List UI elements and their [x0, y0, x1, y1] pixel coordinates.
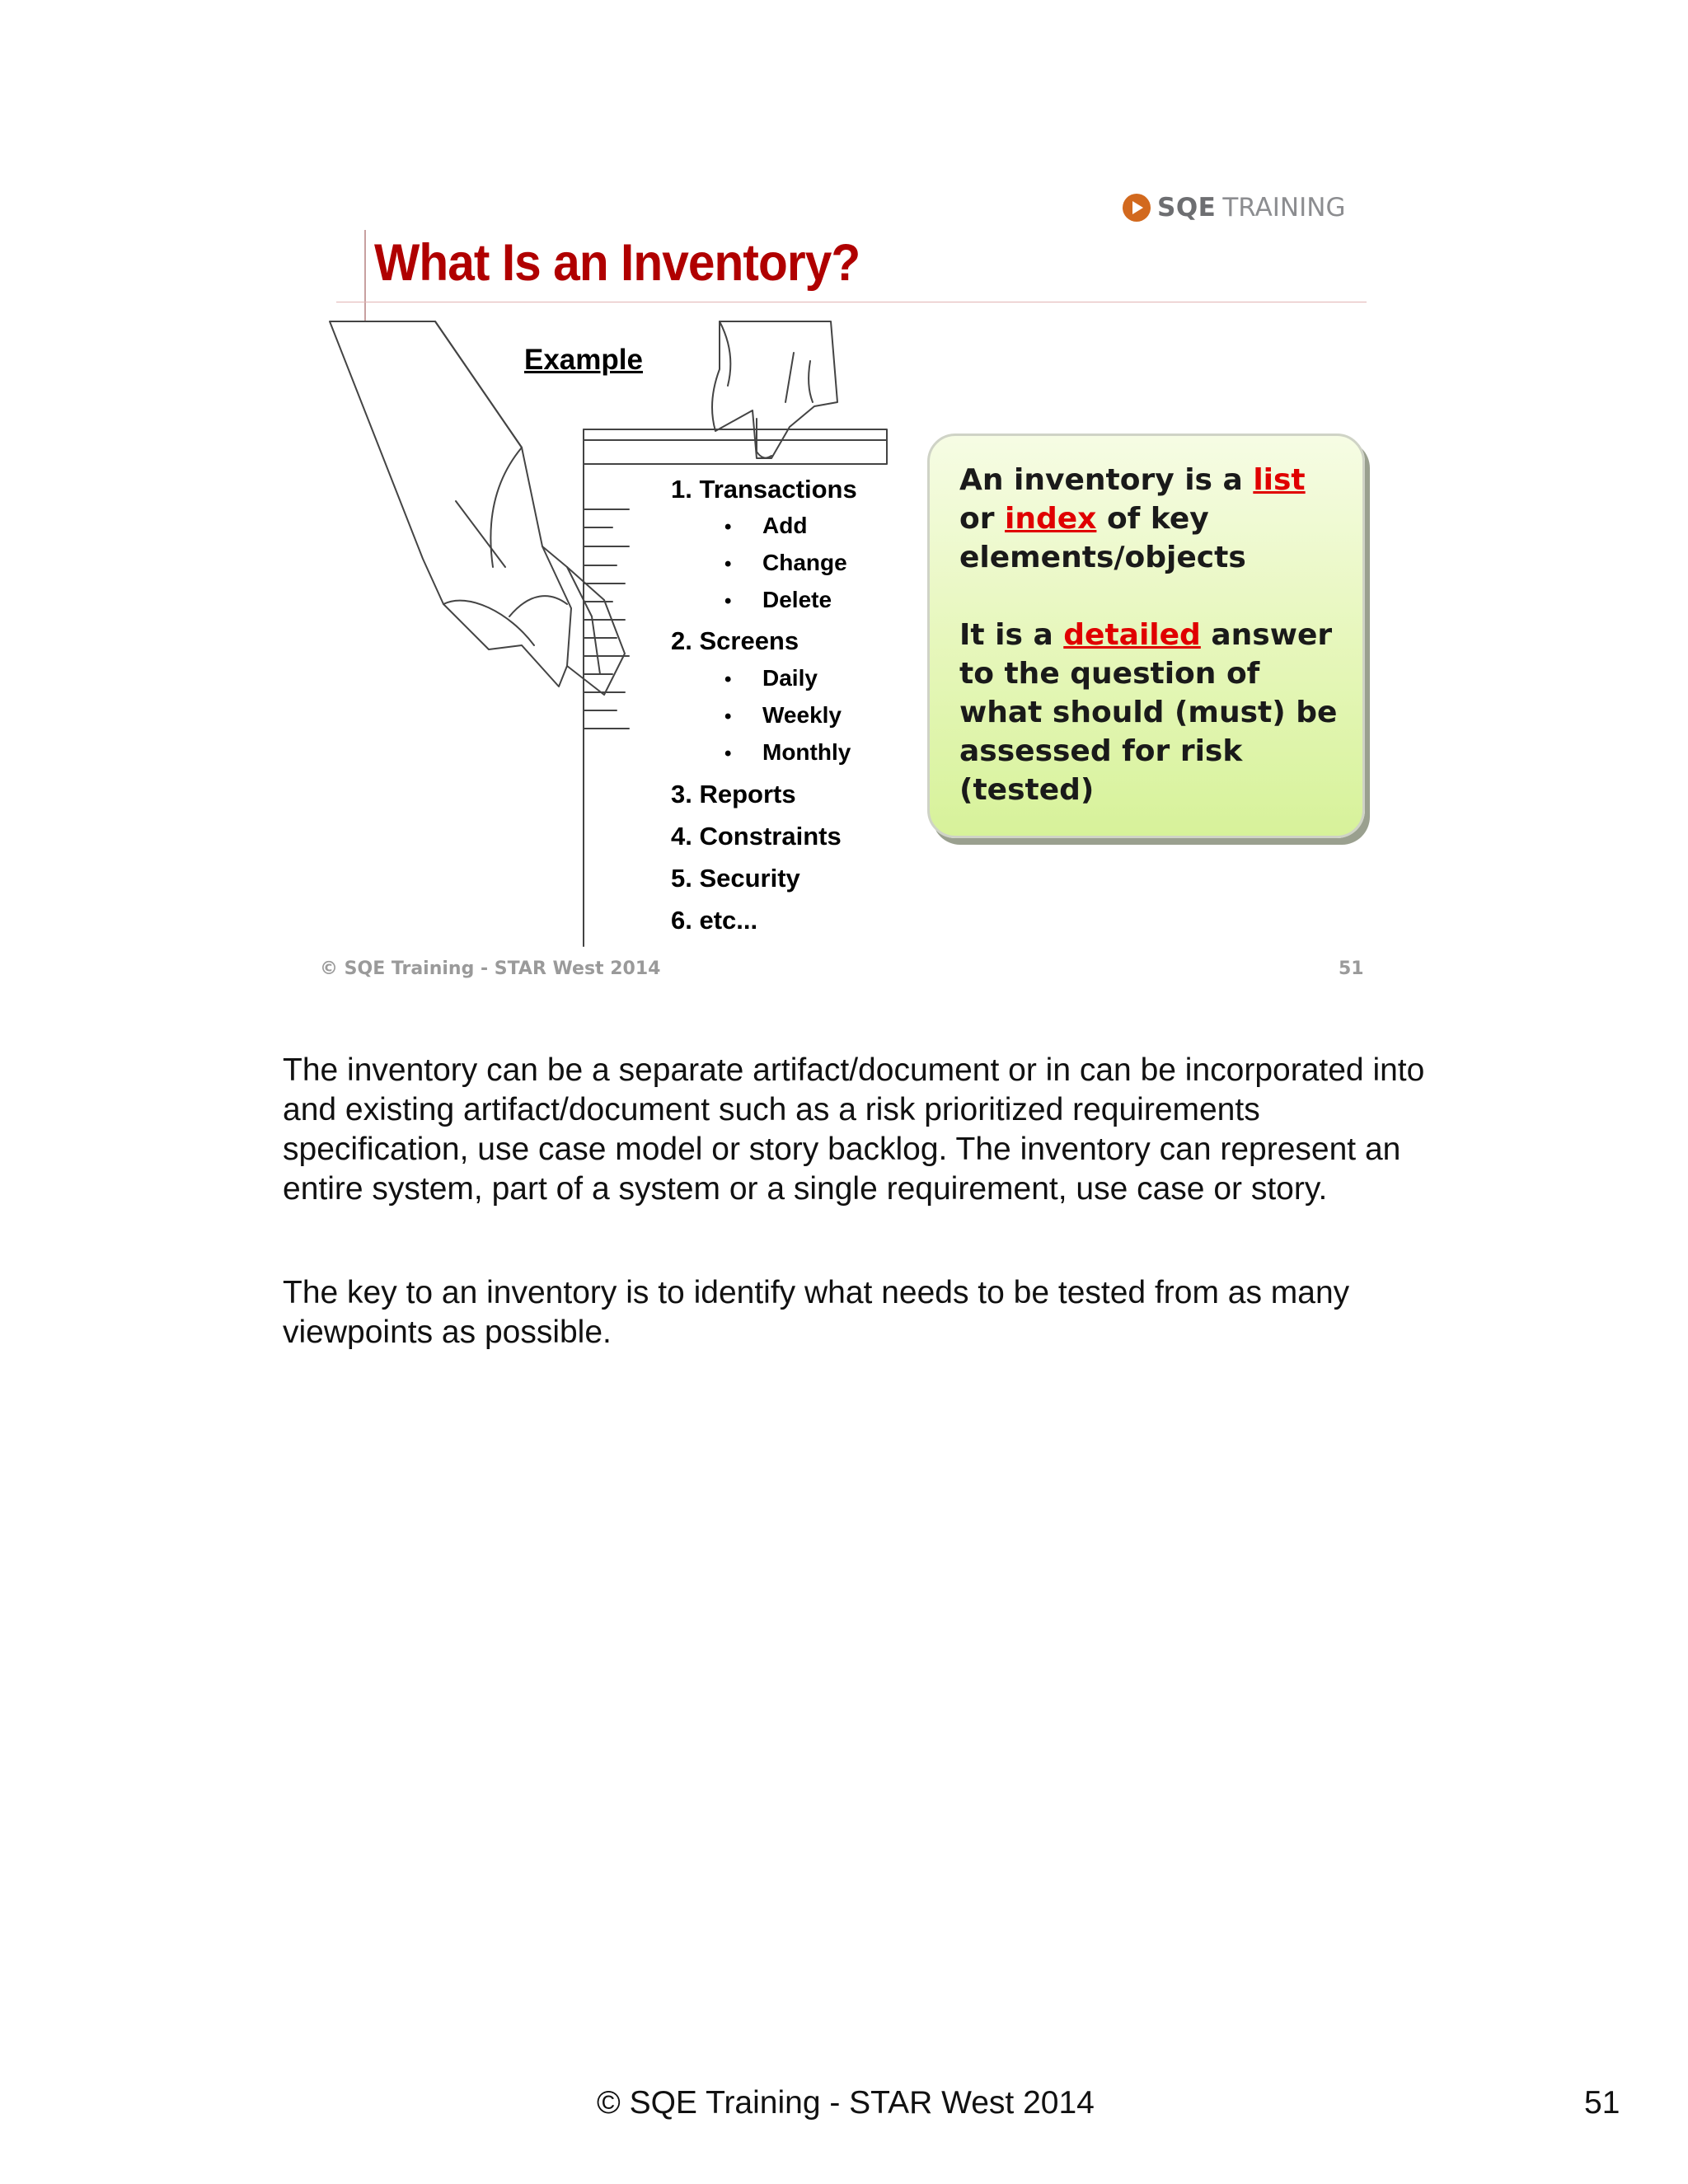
- list-top-rule: [584, 429, 887, 464]
- highlight-list: list: [1253, 463, 1306, 497]
- callout-text-run: answer to the question of what should (must) be assessed for risk (tested): [959, 618, 1338, 807]
- bullet-icon: •: [724, 590, 732, 612]
- logo-brand-bold: SQE: [1157, 193, 1217, 223]
- notes-paragraph-1: The inventory can be a separate artifact/document or in can be incorporated into and existing artifact/document such as a risk prioritized requirements specification, use case model or story backlog. The inventory can represent an entire system, part of a system or a single requirement, use case or story.: [283, 1052, 1425, 1207]
- slide-footer-number: 51: [1339, 958, 1364, 979]
- subitem-label: Change: [762, 550, 847, 575]
- callout-text-run: An inventory is a: [959, 463, 1254, 497]
- subitem-label: Delete: [762, 587, 832, 612]
- notes-paragraph-2: The key to an inventory is to identify what needs to be tested from as many viewpoints as possible.: [283, 1275, 1350, 1350]
- right-hand-outline: [712, 321, 837, 458]
- callout-paragraph-1: [959, 461, 1347, 577]
- list-subitem-daily: [724, 665, 818, 691]
- page-notes: [283, 1051, 1437, 1352]
- bullet-icon: •: [724, 553, 732, 575]
- page-number: 51: [1584, 2085, 1620, 2121]
- list-item-security: 5. Security: [671, 864, 800, 893]
- highlight-index: index: [1005, 502, 1097, 536]
- bullet-icon: •: [724, 705, 732, 728]
- callout-paragraph-2: [959, 616, 1347, 809]
- logo-brand-light: TRAINING: [1222, 193, 1346, 223]
- list-subitem-add: [724, 513, 807, 539]
- title-vertical-rule: [364, 230, 366, 321]
- callout-text-run: It is a: [959, 618, 1064, 652]
- page-footer-copyright: © SQE Training - STAR West 2014: [597, 2085, 1095, 2121]
- subitem-label: Add: [762, 513, 808, 538]
- callout-text-run: or: [959, 502, 1006, 536]
- play-icon: [1123, 194, 1151, 222]
- bullet-icon: •: [724, 668, 732, 691]
- bullet-icon: •: [724, 516, 732, 538]
- list-item-etc: 6. etc...: [671, 906, 758, 935]
- callout-text-run: of key elements/objects: [959, 502, 1246, 574]
- highlight-detailed: detailed: [1063, 618, 1201, 652]
- left-hand-outline: [330, 321, 625, 695]
- slide: [320, 176, 1383, 987]
- subitem-label: Weekly: [762, 702, 842, 728]
- list-subitem-weekly: [724, 702, 842, 729]
- list-subitem-monthly: [724, 739, 851, 766]
- list-subitem-change: [724, 550, 847, 576]
- slide-footer-copyright: © SQE Training - STAR West 2014: [320, 958, 661, 979]
- bullet-icon: •: [724, 743, 732, 765]
- example-label: Example: [524, 344, 643, 376]
- slide-title: What Is an Inventory?: [374, 234, 860, 292]
- subitem-label: Monthly: [762, 739, 851, 765]
- definition-callout: [927, 434, 1365, 838]
- subitem-label: Daily: [762, 665, 818, 691]
- list-item-constraints: 4. Constraints: [671, 822, 842, 851]
- list-item-transactions: 1. Transactions: [671, 475, 857, 504]
- sqe-training-logo: [1123, 189, 1345, 227]
- list-item-reports: 3. Reports: [671, 780, 796, 808]
- list-subitem-delete: [724, 587, 832, 613]
- hands-holding-list-illustration: [320, 320, 897, 954]
- list-item-screens: 2. Screens: [671, 626, 799, 655]
- callout-text: [959, 461, 1347, 809]
